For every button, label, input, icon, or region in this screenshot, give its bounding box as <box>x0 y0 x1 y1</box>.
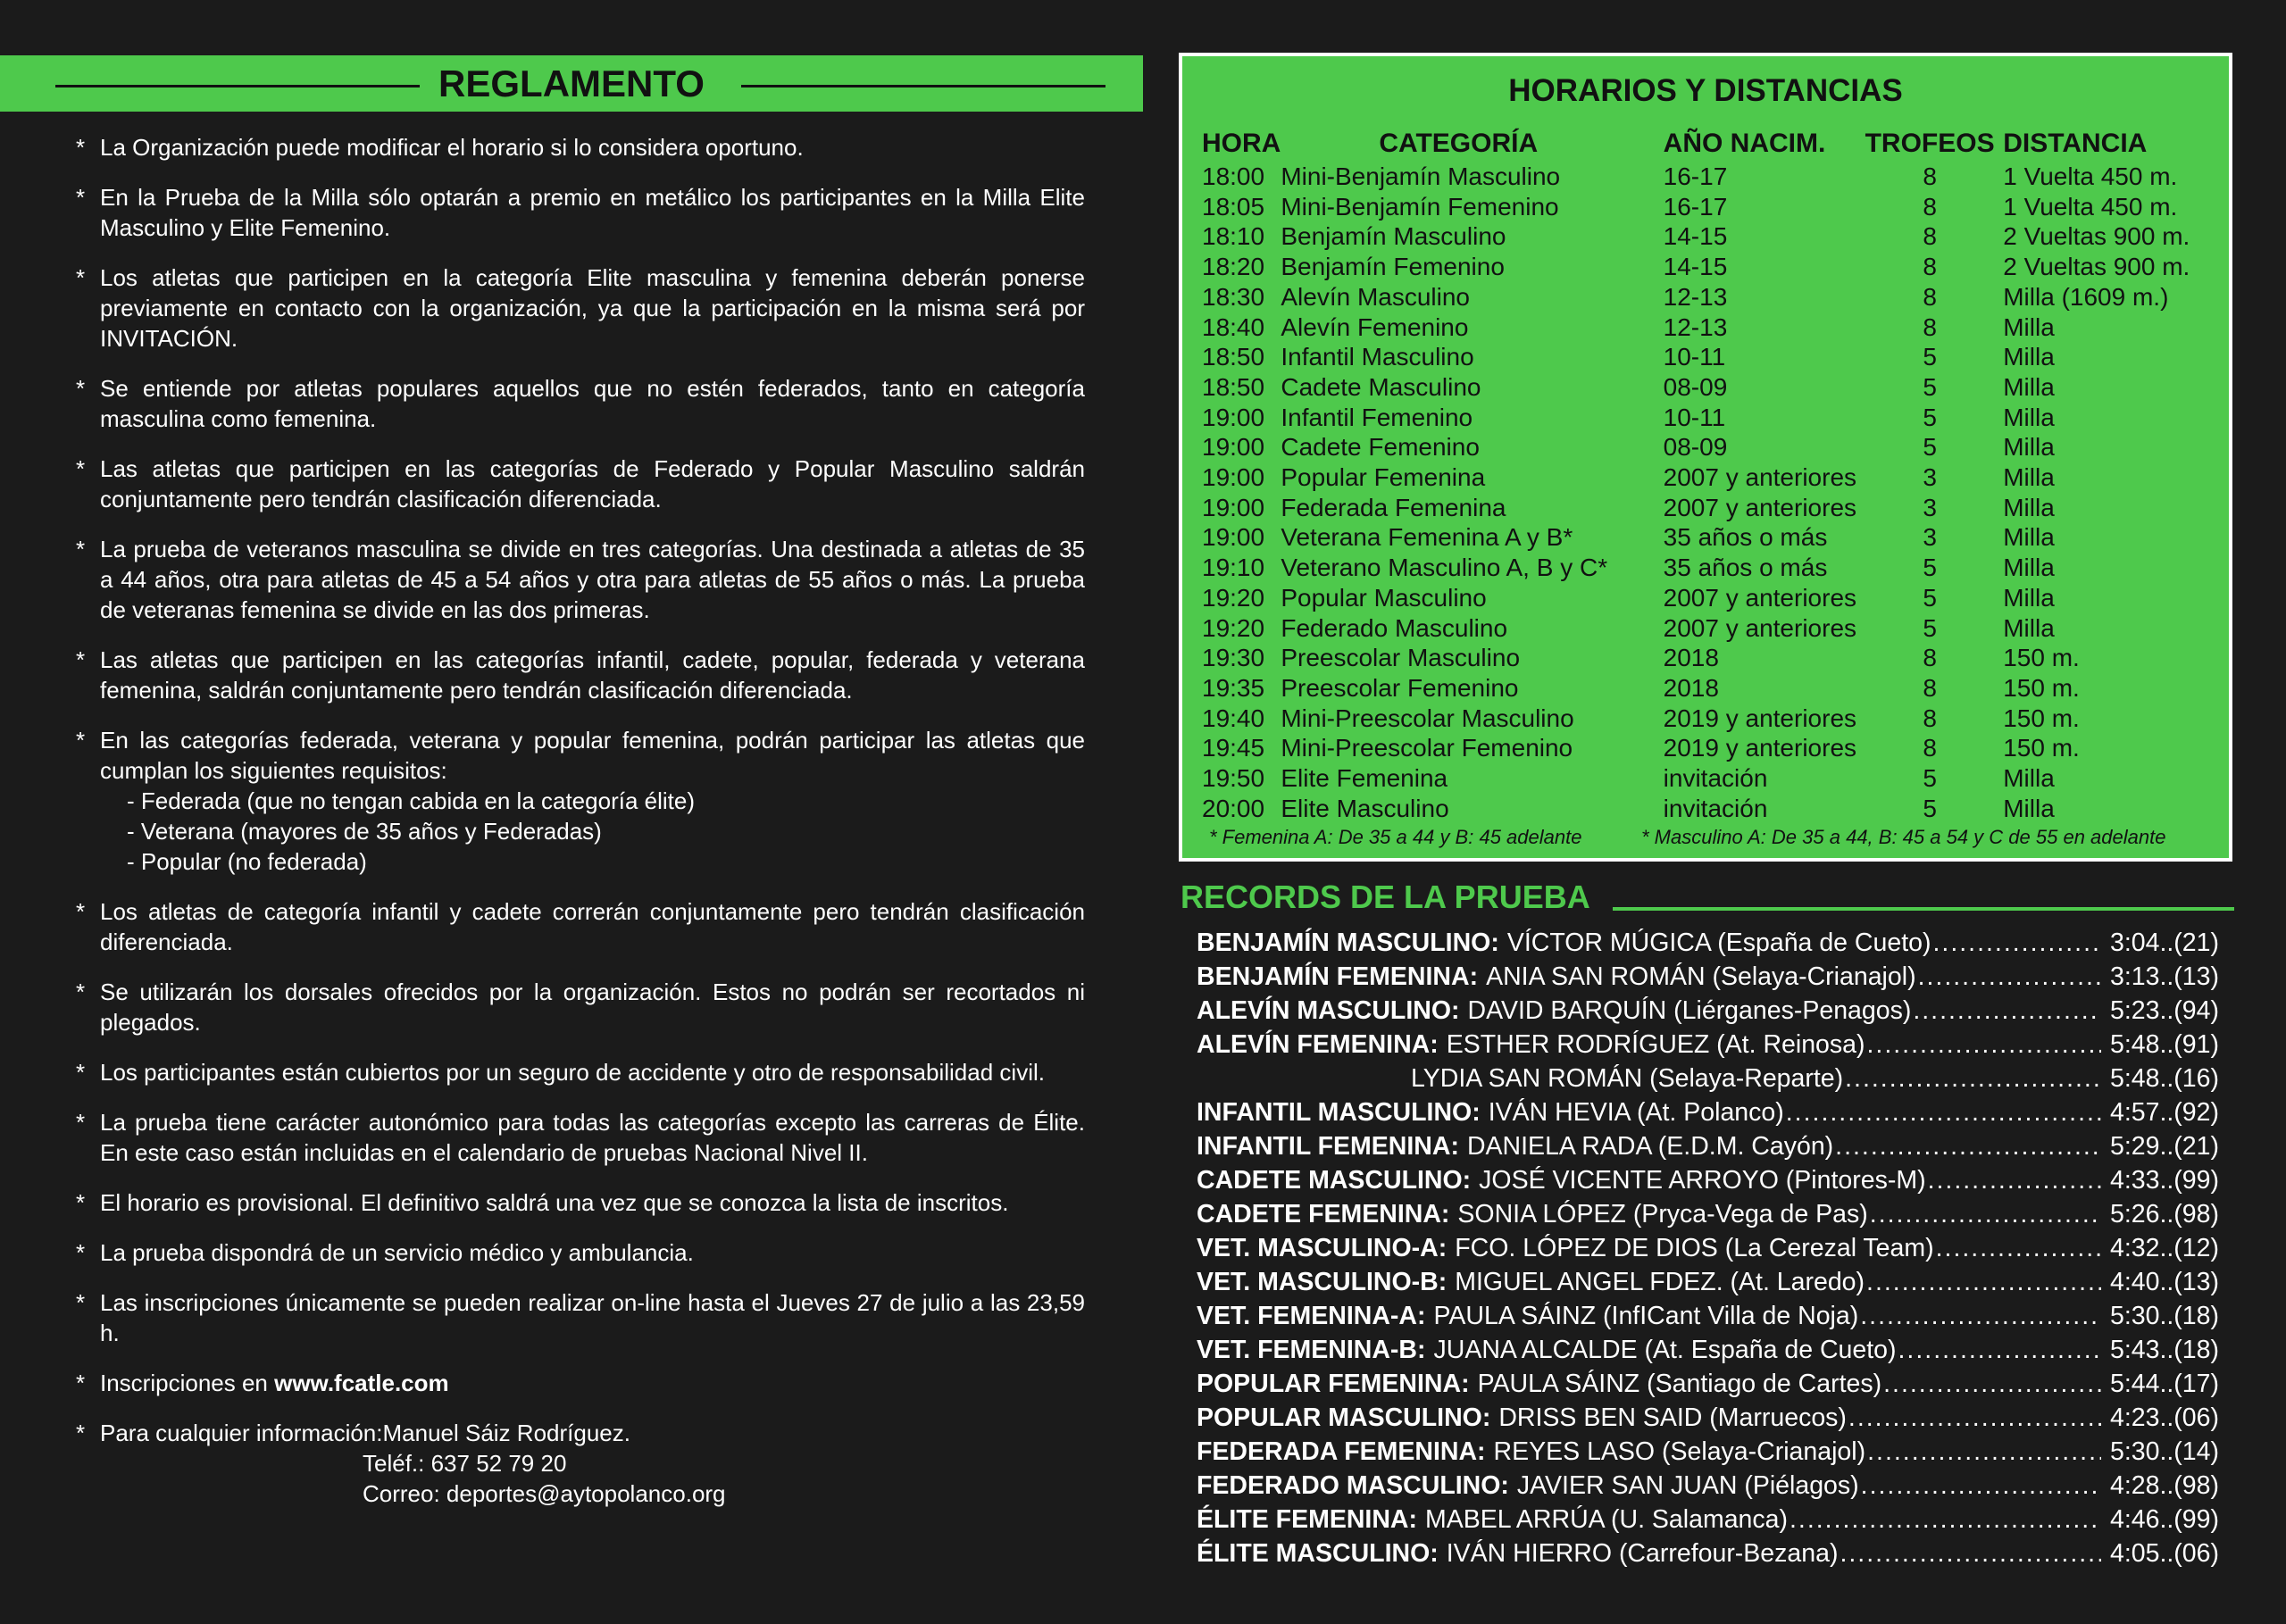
record-item <box>1197 1265 2219 1299</box>
schedule-body <box>1202 162 2229 823</box>
record-holder: JOSÉ VICENTE ARROYO (Pintores-M) <box>1479 1166 1926 1195</box>
schedule-cell-trofeos: 8 <box>1923 644 1937 672</box>
schedule-row <box>1202 372 2229 403</box>
schedule-cell-hora: 18:40 <box>1202 312 1265 341</box>
record-leader-dots <box>1936 1231 2101 1265</box>
schedule-cell-trofeos: 8 <box>1923 192 1937 221</box>
schedule-cell-trofeos: 5 <box>1923 794 1937 822</box>
record-category: VET. MASCULINO-B: <box>1197 1268 1448 1296</box>
schedule-cell-trofeos: 8 <box>1923 282 1937 311</box>
schedule-cell-hora: 19:30 <box>1202 644 1265 672</box>
schedule-cell-trofeos: 8 <box>1923 253 1937 281</box>
schedule-cell-anio: 2007 y anteriores <box>1663 583 1857 612</box>
schedule-cell-distancia: 1 Vuelta 450 m. <box>2003 162 2178 190</box>
rule-item: * Los participantes están cubiertos por un seguro de accidente y otro de responsabilidad civil. <box>76 1057 1085 1087</box>
schedule-row <box>1202 162 2229 192</box>
record-holder: IVÁN HIERRO (Carrefour-Bezana) <box>1446 1539 1839 1568</box>
record-category: POPULAR FEMENINA: <box>1197 1370 1470 1398</box>
schedule-row <box>1202 763 2229 794</box>
record-category: INFANTIL MASCULINO: <box>1197 1098 1481 1127</box>
record-leader-dots <box>1932 926 2101 960</box>
schedule-cell-hora: 18:50 <box>1202 372 1265 401</box>
record-leader-dots <box>1867 1435 2101 1469</box>
record-category: ALEVÍN FEMENINA: <box>1197 1030 1439 1059</box>
schedule-cell-anio: 2018 <box>1663 644 1719 672</box>
record-item <box>1197 1503 2219 1537</box>
schedule-cell-trofeos: 5 <box>1923 554 1937 582</box>
record-leader-dots <box>1913 994 2101 1028</box>
schedule-cell-categoria: Federada Femenina <box>1281 493 1506 521</box>
rule-item: * Las inscripciones únicamente se pueden realizar on-line hasta el Jueves 27 de julio a las 23,59 h. <box>76 1287 1085 1348</box>
schedule-cell-distancia: Milla <box>2003 372 2055 401</box>
schedule-cell-distancia: Milla <box>2003 433 2055 462</box>
requirement-item: - Veterana (mayores de 35 años y Federadas) <box>127 818 602 845</box>
record-holder: PAULA SÁINZ (Santiago de Cartes) <box>1477 1370 1882 1398</box>
schedule-cell-categoria: Veterana Femenina A y B* <box>1281 523 1573 552</box>
rules-list <box>76 132 1085 1528</box>
header-distancia: DISTANCIA <box>2003 129 2148 158</box>
contact-email: Correo: deportes@aytopolanco.org <box>363 1480 726 1507</box>
schedule-cell-distancia: Milla <box>2003 764 2055 793</box>
record-time: 4:23..(06) <box>2110 1403 2219 1432</box>
record-category: CADETE FEMENINA: <box>1197 1200 1450 1228</box>
schedule-cell-hora: 19:50 <box>1202 764 1265 793</box>
schedule-cell-trofeos: 5 <box>1923 403 1937 431</box>
schedule-cell-hora: 18:05 <box>1202 192 1265 221</box>
schedule-cell-hora: 19:20 <box>1202 583 1265 612</box>
schedule-cell-distancia: Milla <box>2003 463 2055 492</box>
schedule-cell-distancia: 150 m. <box>2003 644 2080 672</box>
record-leader-dots <box>1840 1537 2101 1570</box>
record-holder: DAVID BARQUÍN (Liérganes-Penagos) <box>1467 996 1912 1025</box>
schedule-cell-anio: 14-15 <box>1663 253 1728 281</box>
schedule-row <box>1202 252 2229 282</box>
rule-item: * La prueba tiene carácter autonómico para todas las categorías excepto las carreras de Élite. En este caso están incluidas en el calendario de pruebas Nacional Nivel II. <box>76 1107 1085 1168</box>
schedule-cell-distancia: Milla <box>2003 583 2055 612</box>
record-category: INFANTIL FEMENINA: <box>1197 1132 1459 1161</box>
schedule-row <box>1202 282 2229 312</box>
record-leader-dots <box>1928 1163 2101 1197</box>
record-leader-dots <box>1790 1503 2101 1537</box>
schedule-cell-trofeos: 3 <box>1923 523 1937 552</box>
record-leader-dots <box>1845 1062 2101 1095</box>
record-time: 5:30..(18) <box>2110 1302 2219 1330</box>
schedule-cell-categoria: Mini-Preescolar Masculino <box>1281 704 1574 732</box>
schedule-cell-categoria: Mini-Preescolar Femenino <box>1281 734 1573 762</box>
schedule-row <box>1202 522 2229 553</box>
schedule-cell-distancia: Milla <box>2003 493 2055 521</box>
reglamento-banner <box>0 55 1143 112</box>
record-time: 4:57..(92) <box>2110 1098 2219 1127</box>
schedule-cell-trofeos: 8 <box>1923 162 1937 190</box>
schedule-cell-anio: 2007 y anteriores <box>1663 463 1857 492</box>
record-category: POPULAR MASCULINO: <box>1197 1403 1491 1432</box>
schedule-cell-hora: 18:00 <box>1202 162 1265 190</box>
schedule-cell-hora: 19:45 <box>1202 734 1265 762</box>
schedule-cell-categoria: Veterano Masculino A, B y C* <box>1281 554 1608 582</box>
record-item <box>1197 1129 2219 1163</box>
schedule-cell-hora: 18:30 <box>1202 282 1265 311</box>
record-leader-dots <box>1866 1265 2101 1299</box>
schedule-row <box>1202 673 2229 704</box>
schedule-cell-categoria: Alevín Femenino <box>1281 312 1469 341</box>
schedule-cell-categoria: Preescolar Masculino <box>1281 644 1521 672</box>
schedule-cell-distancia: Milla <box>2003 794 2055 822</box>
schedule-cell-trofeos: 8 <box>1923 222 1937 251</box>
schedule-cell-hora: 18:10 <box>1202 222 1265 251</box>
schedule-cell-distancia: 150 m. <box>2003 734 2080 762</box>
schedule-cell-distancia: Milla <box>2003 403 2055 431</box>
record-item <box>1197 1095 2219 1129</box>
schedule-title: HORARIOS Y DISTANCIAS <box>1508 73 1903 108</box>
schedule-cell-trofeos: 8 <box>1923 673 1937 702</box>
schedule-cell-distancia: Milla <box>2003 523 2055 552</box>
rule-item: * Se entiende por atletas populares aquellos que no estén federados, tanto en categoría masculina como femenina. <box>76 373 1085 434</box>
schedule-cell-anio: 08-09 <box>1663 372 1728 401</box>
record-leader-dots <box>1918 960 2101 994</box>
record-holder: JUANA ALCALDE (At. España de Cueto) <box>1433 1336 1897 1364</box>
record-item <box>1197 1435 2219 1469</box>
header-anio: AÑO NACIM. <box>1663 129 1826 158</box>
schedule-cell-anio: 08-09 <box>1663 433 1728 462</box>
rule-item: * El horario es provisional. El definitivo saldrá una vez que se conozca la lista de inscritos. <box>76 1187 1085 1218</box>
record-time: 5:23..(94) <box>2110 996 2219 1025</box>
records-header <box>1181 879 2234 915</box>
rule-item: * La prueba dispondrá de un servicio médico y ambulancia. <box>76 1237 1085 1268</box>
schedule-cell-trofeos: 3 <box>1923 493 1937 521</box>
record-item <box>1197 960 2219 994</box>
records-list <box>1197 926 2219 1570</box>
schedule-cell-categoria: Benjamín Masculino <box>1281 222 1506 251</box>
rule-item: * Los atletas de categoría infantil y cadete correrán conjuntamente pero tendrán clasificación diferenciada. <box>76 896 1085 957</box>
schedule-cell-hora: 18:20 <box>1202 253 1265 281</box>
schedule-row <box>1202 553 2229 583</box>
records-title: RECORDS DE LA PRUEBA <box>1181 879 1590 915</box>
schedule-cell-trofeos: 8 <box>1923 704 1937 732</box>
schedule-row <box>1202 493 2229 523</box>
records-rule <box>1613 907 2234 911</box>
record-holder: PAULA SÁINZ (InfICant Villa de Noja) <box>1433 1302 1859 1330</box>
schedule-cell-anio: 35 años o más <box>1663 523 1828 552</box>
record-time: 5:48..(16) <box>2110 1064 2219 1093</box>
schedule-cell-anio: 2018 <box>1663 673 1719 702</box>
schedule-cell-anio: 16-17 <box>1663 192 1728 221</box>
record-leader-dots <box>1835 1129 2101 1163</box>
rule-item: * En las categorías federada, veterana y popular femenina, podrán participar las atletas que cumplan los siguientes requisitos: - Federada (que no tengan cabida en la categoría élite) - Veterana (mayores de 35 años y Federadas) - Popular (no federada) <box>76 725 1085 877</box>
schedule-cell-categoria: Benjamín Femenino <box>1281 253 1505 281</box>
record-category: VET. FEMENINA-B: <box>1197 1336 1426 1364</box>
schedule-cell-anio: 2019 y anteriores <box>1663 704 1857 732</box>
record-item <box>1197 1537 2219 1570</box>
record-holder: DRISS BEN SAID (Marruecos) <box>1498 1403 1847 1432</box>
requirement-item: - Federada (que no tengan cabida en la categoría élite) <box>127 787 695 814</box>
record-category: ÉLITE MASCULINO: <box>1197 1539 1439 1568</box>
schedule-cell-categoria: Infantil Masculino <box>1281 343 1474 371</box>
record-holder: IVÁN HEVIA (At. Polanco) <box>1488 1098 1784 1127</box>
schedule-cell-categoria: Cadete Masculino <box>1281 372 1481 401</box>
record-time: 5:29..(21) <box>2110 1132 2219 1161</box>
reglamento-title: REGLAMENTO <box>438 62 705 104</box>
schedule-row <box>1202 312 2229 343</box>
schedule-cell-trofeos: 5 <box>1923 372 1937 401</box>
schedule-cell-anio: 12-13 <box>1663 312 1728 341</box>
schedule-cell-hora: 19:10 <box>1202 554 1265 582</box>
record-item <box>1197 1231 2219 1265</box>
schedule-cell-anio: 12-13 <box>1663 282 1728 311</box>
record-holder: DANIELA RADA (E.D.M. Cayón) <box>1466 1132 1834 1161</box>
record-category: ÉLITE FEMENINA: <box>1197 1505 1417 1534</box>
schedule-cell-anio: 10-11 <box>1663 343 1726 371</box>
record-time: 4:33..(99) <box>2110 1166 2219 1195</box>
rule-item: * Los atletas que participen en la categoría Elite masculina y femenina deberán ponerse previamente en contacto con la organización, ya que la participación en la misma será por INVITACIÓN. <box>76 262 1085 354</box>
record-category: BENJAMÍN FEMENINA: <box>1197 962 1479 991</box>
schedule-cell-distancia: Milla <box>2003 613 2055 642</box>
schedule-cell-categoria: Elite Masculino <box>1281 794 1449 822</box>
record-item <box>1197 926 2219 960</box>
schedule-header-row <box>1202 126 2229 162</box>
schedule-cell-distancia: 150 m. <box>2003 704 2080 732</box>
schedule-row <box>1202 221 2229 252</box>
contact-phone: Teléf.: 637 52 79 20 <box>363 1450 567 1477</box>
record-holder: JAVIER SAN JUAN (Piélagos) <box>1516 1471 1859 1500</box>
record-holder: ANIA SAN ROMÁN (Selaya-Crianajol) <box>1486 962 1916 991</box>
record-leader-dots <box>1861 1469 2101 1503</box>
schedule-cell-anio: invitación <box>1663 764 1768 793</box>
record-time: 5:48..(91) <box>2110 1030 2219 1059</box>
schedule-cell-categoria: Preescolar Femenino <box>1281 673 1519 702</box>
schedule-cell-trofeos: 8 <box>1923 312 1937 341</box>
schedule-cell-trofeos: 5 <box>1923 583 1937 612</box>
schedule-cell-hora: 19:00 <box>1202 403 1265 431</box>
record-item <box>1197 994 2219 1028</box>
rule-item-contact: * Para cualquier información:Manuel Sáiz Rodríguez. Teléf.: 637 52 79 20 Correo: deportes@aytopolanco.org <box>76 1418 1085 1509</box>
record-time: 4:32..(12) <box>2110 1234 2219 1262</box>
schedule-cell-trofeos: 5 <box>1923 613 1937 642</box>
record-holder: ESTHER RODRÍGUEZ (At. Reinosa) <box>1446 1030 1865 1059</box>
record-time: 4:40..(13) <box>2110 1268 2219 1296</box>
record-category: ALEVÍN MASCULINO: <box>1197 996 1460 1025</box>
header-trofeos: TROFEOS <box>1865 129 1995 158</box>
schedule-cell-hora: 19:00 <box>1202 493 1265 521</box>
schedule-cell-anio: 16-17 <box>1663 162 1728 190</box>
note-masculino: * Masculino A: De 35 a 44, B: 45 a 54 y C de 55 en adelante <box>1641 826 2166 848</box>
schedule-cell-distancia: 2 Vueltas 900 m. <box>2003 253 2190 281</box>
schedule-cell-distancia: 1 Vuelta 450 m. <box>2003 192 2178 221</box>
record-item <box>1197 1197 2219 1231</box>
schedule-row <box>1202 643 2229 673</box>
record-item <box>1197 1401 2219 1435</box>
record-time: 4:28..(98) <box>2110 1471 2219 1500</box>
schedule-cell-hora: 19:20 <box>1202 613 1265 642</box>
schedule-row <box>1202 462 2229 493</box>
schedule-cell-trofeos: 8 <box>1923 734 1937 762</box>
inscripciones-link[interactable]: www.fcatle.com <box>274 1370 449 1396</box>
schedule-cell-categoria: Cadete Femenino <box>1281 433 1480 462</box>
schedule-cell-hora: 19:00 <box>1202 433 1265 462</box>
record-holder: VÍCTOR MÚGICA (España de Cueto) <box>1506 929 1931 957</box>
schedule-cell-categoria: Elite Femenina <box>1281 764 1448 793</box>
rule-item: * En la Prueba de la Milla sólo optarán a premio en metálico los participantes en la Milla Elite Masculino y Elite Femenino. <box>76 182 1085 243</box>
rule-item: * La Organización puede modificar el horario si lo considera oportuno. <box>76 132 1085 162</box>
record-category: VET. FEMENINA-A: <box>1197 1302 1426 1330</box>
record-holder: FCO. LÓPEZ DE DIOS (La Cerezal Team) <box>1455 1234 1934 1262</box>
record-time: 4:46..(99) <box>2110 1505 2219 1534</box>
schedule-cell-hora: 20:00 <box>1202 794 1265 822</box>
record-item <box>1197 1469 2219 1503</box>
record-category: BENJAMÍN MASCULINO: <box>1197 929 1499 957</box>
record-item <box>1197 1062 2219 1095</box>
schedule-cell-hora: 19:35 <box>1202 673 1265 702</box>
rule-item: * Se utilizarán los dorsales ofrecidos por la organización. Estos no podrán ser recortados ni plegados. <box>76 977 1085 1037</box>
record-time: 5:30..(14) <box>2110 1437 2219 1466</box>
schedule-cell-distancia: 2 Vueltas 900 m. <box>2003 222 2190 251</box>
record-time: 4:05..(06) <box>2110 1539 2219 1568</box>
schedule-cell-trofeos: 5 <box>1923 343 1937 371</box>
requirement-item: - Popular (no federada) <box>127 848 367 875</box>
schedule-cell-anio: 2019 y anteriores <box>1663 734 1857 762</box>
record-time: 3:04..(21) <box>2110 929 2219 957</box>
rule-item: * Las atletas que participen en las categorías de Federado y Popular Masculino saldrán conjuntamente pero tendrán clasificación diferenciada. <box>76 454 1085 514</box>
schedule-cell-distancia: Milla (1609 m.) <box>2003 282 2169 311</box>
schedule-cell-anio: 35 años o más <box>1663 554 1828 582</box>
record-item <box>1197 1028 2219 1062</box>
schedule-cell-distancia: Milla <box>2003 343 2055 371</box>
header-categoria: CATEGORÍA <box>1379 129 1539 158</box>
record-leader-dots <box>1848 1401 2101 1435</box>
schedule-cell-categoria: Popular Masculino <box>1281 583 1487 612</box>
schedule-cell-distancia: Milla <box>2003 312 2055 341</box>
schedule-row <box>1202 794 2229 824</box>
schedule-row <box>1202 342 2229 372</box>
schedule-cell-hora: 19:40 <box>1202 704 1265 732</box>
schedule-row <box>1202 192 2229 222</box>
record-time: 5:44..(17) <box>2110 1370 2219 1398</box>
record-holder: SONIA LÓPEZ (Pryca-Vega de Pas) <box>1457 1200 1868 1228</box>
header-hora: HORA <box>1202 129 1281 158</box>
schedule-row <box>1202 403 2229 433</box>
record-item <box>1197 1333 2219 1367</box>
note-femenina: * Femenina A: De 35 a 44 y B: 45 adelante <box>1209 826 1582 848</box>
schedule-panel <box>1179 53 2232 862</box>
schedule-cell-categoria: Federado Masculino <box>1281 613 1508 642</box>
record-item <box>1197 1163 2219 1197</box>
schedule-cell-anio: invitación <box>1663 794 1768 822</box>
schedule-cell-categoria: Alevín Masculino <box>1281 282 1470 311</box>
record-leader-dots <box>1898 1333 2101 1367</box>
record-category: VET. MASCULINO-A: <box>1197 1234 1448 1262</box>
record-category: CADETE MASCULINO: <box>1197 1166 1472 1195</box>
record-item <box>1197 1367 2219 1401</box>
schedule-cell-categoria: Popular Femenina <box>1281 463 1486 492</box>
record-time: 3:13..(13) <box>2110 962 2219 991</box>
record-item <box>1197 1299 2219 1333</box>
schedule-cell-trofeos: 5 <box>1923 433 1937 462</box>
schedule-cell-trofeos: 5 <box>1923 764 1937 793</box>
record-time: 5:43..(18) <box>2110 1336 2219 1364</box>
record-leader-dots <box>1786 1095 2101 1129</box>
schedule-cell-anio: 2007 y anteriores <box>1663 493 1857 521</box>
schedule-row <box>1202 432 2229 462</box>
record-leader-dots <box>1883 1367 2101 1401</box>
record-category: FEDERADA FEMENINA: <box>1197 1437 1486 1466</box>
record-leader-dots <box>1867 1028 2102 1062</box>
rule-item-inscripciones: * Inscripciones en www.fcatle.com <box>76 1368 1085 1398</box>
record-holder: MABEL ARRÚA (U. Salamanca) <box>1425 1505 1788 1534</box>
record-time: 5:26..(98) <box>2110 1200 2219 1228</box>
record-holder: MIGUEL ANGEL FDEZ. (At. Laredo) <box>1455 1268 1865 1296</box>
schedule-table <box>1202 126 2229 823</box>
schedule-cell-hora: 19:00 <box>1202 463 1265 492</box>
rule-item: * Las atletas que participen en las categorías infantil, cadete, popular, federada y veterana femenina, saldrán conjuntamente pero tendrán clasificación diferenciada. <box>76 645 1085 705</box>
schedule-cell-anio: 14-15 <box>1663 222 1728 251</box>
schedule-row <box>1202 583 2229 613</box>
schedule-cell-categoria: Mini-Benjamín Masculino <box>1281 162 1561 190</box>
schedule-cell-hora: 18:50 <box>1202 343 1265 371</box>
schedule-cell-anio: 2007 y anteriores <box>1663 613 1857 642</box>
record-holder: REYES LASO (Selaya-Crianajol) <box>1493 1437 1866 1466</box>
record-leader-dots <box>1860 1299 2101 1333</box>
schedule-cell-categoria: Mini-Benjamín Femenino <box>1281 192 1559 221</box>
schedule-row <box>1202 704 2229 734</box>
schedule-row <box>1202 613 2229 644</box>
record-holder: LYDIA SAN ROMÁN (Selaya-Reparte) <box>1411 1064 1844 1093</box>
schedule-cell-distancia: 150 m. <box>2003 673 2080 702</box>
record-category: FEDERADO MASCULINO: <box>1197 1471 1509 1500</box>
record-leader-dots <box>1870 1197 2101 1231</box>
schedule-row <box>1202 733 2229 763</box>
schedule-cell-hora: 19:00 <box>1202 523 1265 552</box>
schedule-cell-anio: 10-11 <box>1663 403 1726 431</box>
schedule-cell-trofeos: 3 <box>1923 463 1937 492</box>
schedule-cell-distancia: Milla <box>2003 554 2055 582</box>
schedule-cell-categoria: Infantil Femenino <box>1281 403 1473 431</box>
rule-item: * La prueba de veteranos masculina se divide en tres categorías. Una destinada a atletas de 35 a 44 años, otra para atletas de 45 a 54 años y otra para atletas de 55 años o más. La prueba de veteranas femenina se divide en las dos primeras. <box>76 534 1085 625</box>
